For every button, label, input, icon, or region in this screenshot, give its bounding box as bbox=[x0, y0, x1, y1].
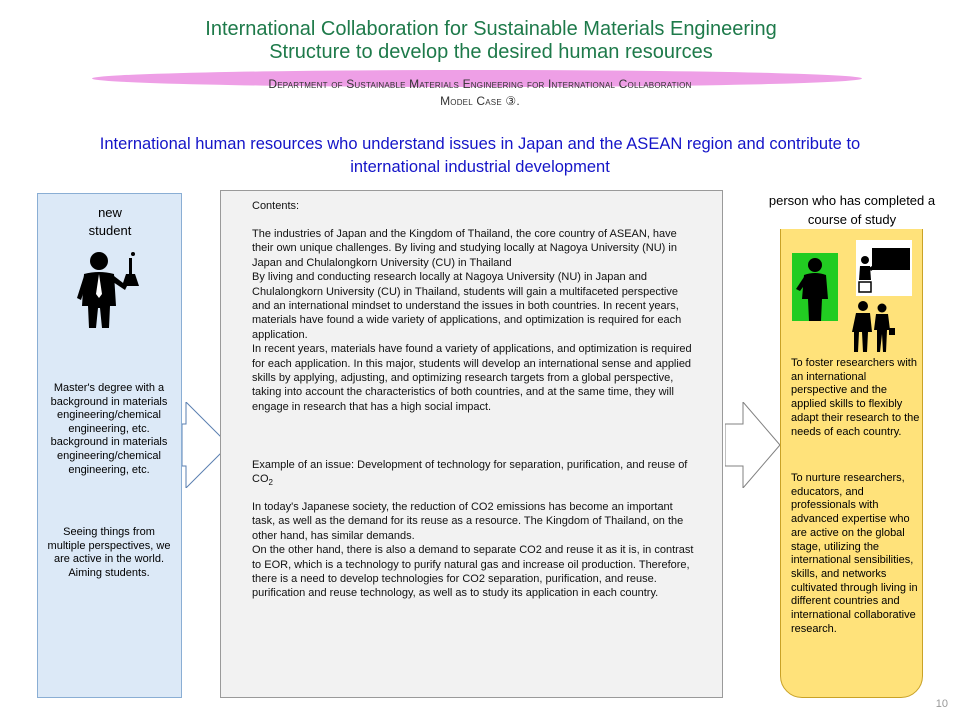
example-text bbox=[252, 500, 698, 601]
contents-label: Contents: bbox=[252, 200, 300, 212]
example-label: Example of an issue: Development of technology for separation, purification, and reuse of CO bbox=[252, 459, 688, 486]
graduate-goal-1: To foster researchers with an international perspective and the applied skills to flexibly adapt their research to the needs of each country. bbox=[791, 357, 920, 438]
example-paragraph-3: purification and reuse technology, as well as to study its application in each country. bbox=[252, 587, 659, 600]
graduate-goal-2: To nurture researchers, educators, and professionals with advanced expertise who are active on the global stage, utilizing the international sensibilities, skills, and networks cultivated through living in different countries and international collaborative research. bbox=[791, 472, 918, 635]
graduate-heading-line2: course of study bbox=[807, 212, 897, 227]
contents-paragraph-1: The industries of Japan and the Kingdom of Thailand, the core country of ASEAN, have their own unique challenges. By living and studying locally at Nagoya University (NU) in Japan and Chulalongkorn University (CU) in Thailand bbox=[252, 228, 677, 269]
researcher-with-flask-icon bbox=[75, 250, 143, 328]
contents-text bbox=[252, 227, 698, 414]
new-student-heading bbox=[40, 204, 180, 240]
graduate-heading bbox=[752, 191, 952, 229]
graduate-heading-line1: person who has completed a bbox=[768, 193, 936, 208]
headline-line1: International human resources who understand issues in Japan and the ASEAN region and contribute to bbox=[99, 135, 861, 153]
new-student-heading-line2: student bbox=[88, 223, 132, 238]
new-student-description: Master's degree with a background in materials engineering/chemical engineering, etc. background in materials engineering/chemical engineering, etc. bbox=[50, 382, 168, 476]
page-number: 10 bbox=[935, 698, 948, 710]
contents-paragraph-3: In recent years, materials have found a variety of applications, and optimization is required for each application. In this major, students will develop an international sense and applied skills by applying, adjusting, and optimizing research targets from a global perspective, taking into account the characteristics of both countries, and at the same time, they will engage in research that has a high social impact. bbox=[252, 343, 692, 413]
slide-title-line2: Structure to develop the desired human resources bbox=[269, 41, 713, 63]
presenter-at-board-icon bbox=[856, 240, 912, 296]
researcher-silhouette-icon bbox=[792, 253, 838, 321]
example-subscript: 2 bbox=[268, 478, 273, 488]
department-name: Department of Sustainable Materials Engineering for International Collaboration bbox=[268, 77, 692, 91]
new-student-aim: Seeing things from multiple perspectives, we are active in the world. Aiming students. bbox=[47, 526, 171, 579]
arrow-right-icon bbox=[725, 402, 781, 488]
slide-title-line1: International Collaboration for Sustainable Materials Engineering bbox=[205, 18, 777, 40]
example-of-issue bbox=[252, 458, 698, 491]
new-student-heading-line1: new bbox=[98, 205, 122, 220]
example-paragraph-1: In today's Japanese society, the reduction of CO2 emissions has become an important task, as well as the demand for its reuse as a resource. The Kingdom of Thailand, on the other hand, has similar demands. bbox=[252, 501, 684, 542]
contents-paragraph-2: By living and conducting research locally at Nagoya University (NU) in Japan and Chulalongkorn University (CU) in Thailand, students will gain a multifaceted perspective and an international mindset to understand the issues in both countries. In recent years, materials have found a wide variety of applications, and optimization is required for each application. bbox=[252, 271, 682, 341]
business-people-icon bbox=[850, 300, 896, 352]
headline-line2: international industrial development bbox=[350, 158, 610, 176]
model-case-label: Model Case ③. bbox=[440, 94, 520, 108]
example-paragraph-2: On the other hand, there is also a demand to separate CO2 and reuse it as it is, in contrast to EOR, which is a technology to purify natural gas and increase oil production. Therefore, there is a need to develop technologies for CO2 separation, purification, and reuse. bbox=[252, 544, 694, 586]
